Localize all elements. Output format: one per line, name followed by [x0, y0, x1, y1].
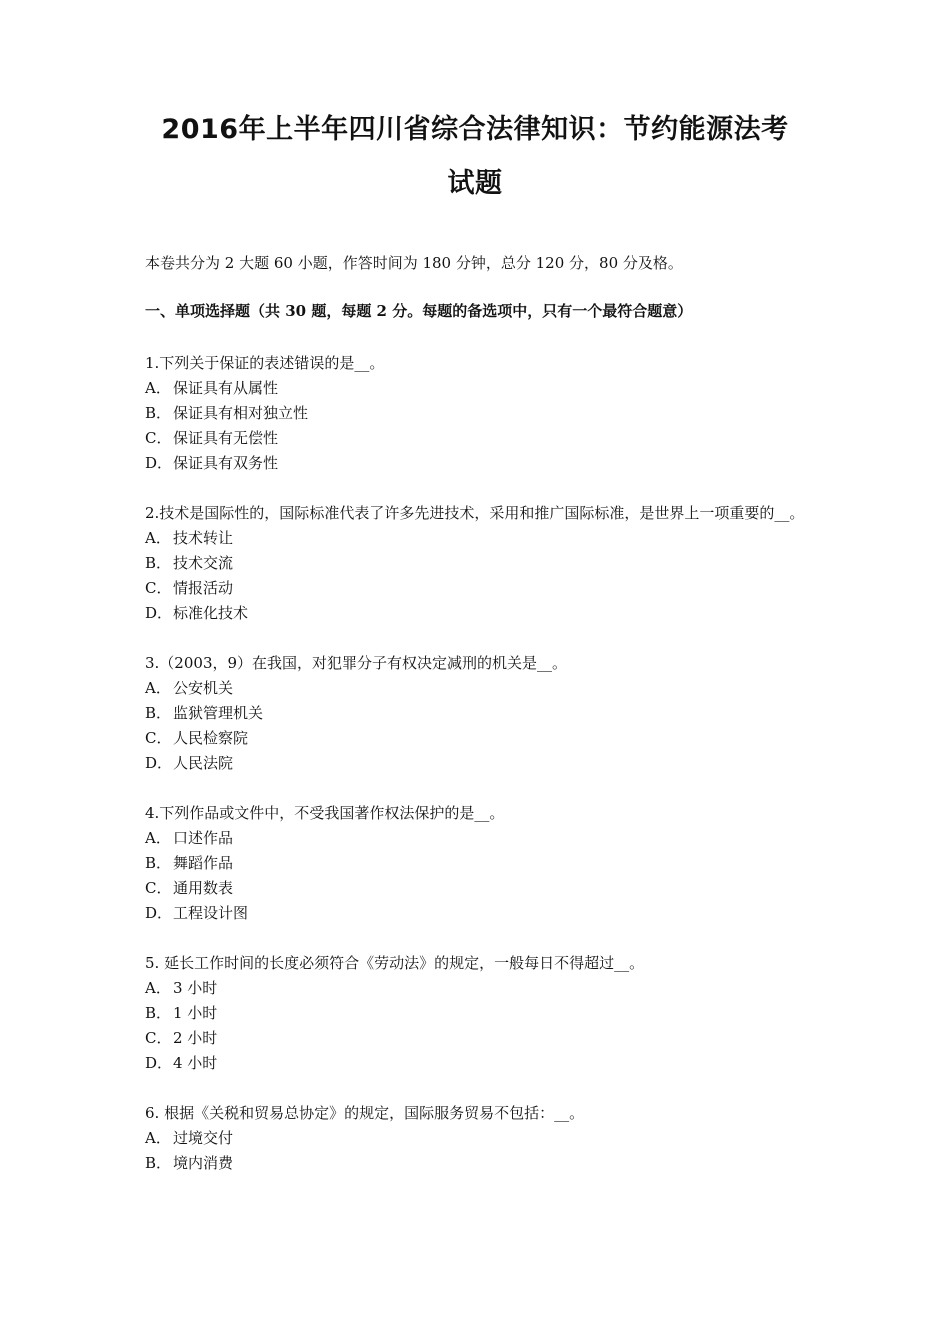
option-text: 技术转让 [173, 529, 234, 547]
option-text: 技术交流 [173, 554, 234, 572]
option-d [145, 601, 817, 626]
option-text: 3 小时 [173, 979, 218, 997]
question-stem: 4.下列作品或文件中，不受我国著作权法保护的是__。 [145, 804, 505, 822]
option-letter: B． [145, 854, 172, 872]
document-title-line1: 2016年上半年四川省综合法律知识：节约能源法考 [161, 114, 789, 145]
option-d [145, 751, 817, 776]
option-a [145, 1126, 817, 1151]
question-4 [145, 801, 817, 926]
option-c [145, 576, 817, 601]
option-letter: B． [145, 704, 172, 722]
option-text: 情报活动 [173, 579, 234, 597]
option-letter: D． [145, 1054, 173, 1072]
option-letter: C． [145, 729, 172, 747]
option-letter: A． [145, 529, 171, 547]
option-letter: D． [145, 604, 173, 622]
question-3 [145, 651, 817, 776]
option-text: 工程设计图 [173, 904, 249, 922]
option-d [145, 901, 817, 926]
option-a [145, 976, 817, 1001]
option-text: 保证具有双务性 [173, 454, 279, 472]
option-text: 过境交付 [173, 1129, 234, 1147]
option-text: 人民检察院 [173, 729, 249, 747]
question-1 [145, 351, 817, 476]
option-text: 1 小时 [173, 1004, 218, 1022]
option-letter: A． [145, 679, 171, 697]
option-text: 口述作品 [173, 829, 234, 847]
option-letter: A． [145, 379, 171, 397]
question-stem: 6. 根据《关税和贸易总协定》的规定，国际服务贸易不包括：__。 [145, 1104, 585, 1122]
option-letter: C． [145, 879, 172, 897]
option-b [145, 551, 817, 576]
option-letter: C． [145, 579, 172, 597]
question-stem: 3.（2003，9）在我国，对犯罪分子有权决定减刑的机关是__。 [145, 654, 568, 672]
option-c [145, 426, 817, 451]
option-text: 保证具有相对独立性 [173, 404, 309, 422]
option-b [145, 701, 817, 726]
question-2 [145, 501, 817, 626]
question-5 [145, 951, 817, 1076]
option-letter: C． [145, 1029, 172, 1047]
option-text: 4 小时 [173, 1054, 218, 1072]
option-letter: A． [145, 1129, 171, 1147]
question-list [145, 351, 817, 1201]
question-stem: 2.技术是国际性的，国际标准代表了许多先进技术，采用和推广国际标准，是世界上一项重要的__。 [145, 504, 805, 522]
option-text: 保证具有从属性 [173, 379, 279, 397]
option-letter: B． [145, 1154, 172, 1172]
option-letter: B． [145, 1004, 172, 1022]
section-heading: 一、单项选择题（共 30 题，每题 2 分。每题的备选项中，只有一个最符合题意） [145, 302, 693, 320]
option-letter: A． [145, 979, 171, 997]
option-letter: C． [145, 429, 172, 447]
question-6 [145, 1101, 817, 1176]
option-text: 境内消费 [173, 1154, 234, 1172]
option-text: 舞蹈作品 [173, 854, 234, 872]
option-text: 监狱管理机关 [173, 704, 264, 722]
question-stem: 5. 延长工作时间的长度必须符合《劳动法》的规定，一般每日不得超过__。 [145, 954, 645, 972]
option-letter: B． [145, 554, 172, 572]
document-title-line2: 试题 [447, 168, 503, 199]
exam-intro: 本卷共分为 2 大题 60 小题，作答时间为 180 分钟，总分 120 分，80 分及格。 [145, 254, 683, 272]
option-text: 2 小时 [173, 1029, 218, 1047]
option-text: 标准化技术 [173, 604, 249, 622]
option-c [145, 1026, 817, 1051]
option-a [145, 676, 817, 701]
option-text: 公安机关 [173, 679, 234, 697]
option-b [145, 1151, 817, 1176]
option-a [145, 376, 817, 401]
option-letter: D． [145, 904, 173, 922]
option-b [145, 401, 817, 426]
option-c [145, 876, 817, 901]
option-d [145, 451, 817, 476]
question-stem: 1.下列关于保证的表述错误的是__。 [145, 354, 385, 372]
option-text: 保证具有无偿性 [173, 429, 279, 447]
option-b [145, 851, 817, 876]
option-text: 通用数表 [173, 879, 234, 897]
option-letter: A． [145, 829, 171, 847]
option-text: 人民法院 [173, 754, 234, 772]
option-b [145, 1001, 817, 1026]
option-letter: D． [145, 754, 173, 772]
option-d [145, 1051, 817, 1076]
option-letter: B． [145, 404, 172, 422]
option-letter: D． [145, 454, 173, 472]
option-a [145, 826, 817, 851]
option-a [145, 526, 817, 551]
option-c [145, 726, 817, 751]
